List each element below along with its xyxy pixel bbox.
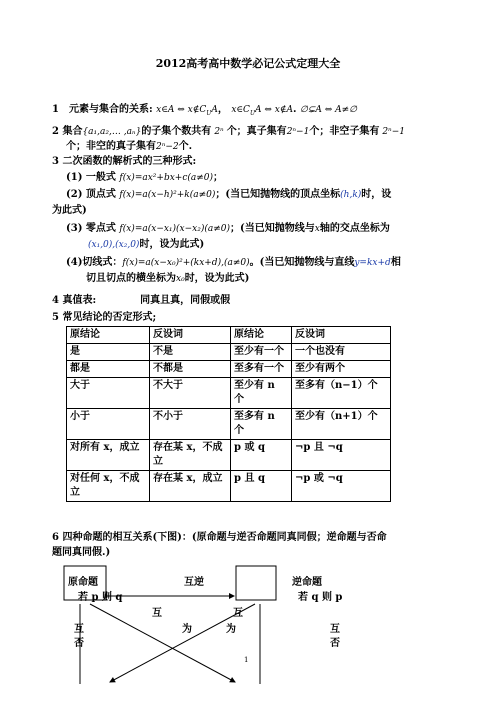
section-3-item-3: (3) 零点式 f(x)=a(x−x₁)(x−x₂)(a≠0)；(当已知抛物线与x轴的交点坐标为 [66, 223, 390, 234]
section-5-heading: 5 常见结论的否定形式; [52, 312, 157, 323]
table-header-row [67, 327, 391, 344]
section-6-line-1: 6 四种命题的相互关系(下图)：(原命题与逆否命题同真同假；逆命题与否命 [52, 532, 387, 543]
table-cell: p 或 q [231, 440, 292, 471]
table-cell: 是 [67, 344, 150, 361]
original-label: 原命题 [68, 577, 98, 588]
inverse-relation-hu-left: 互 [74, 624, 84, 635]
s1-label: 1 元素与集合的关系: [52, 104, 153, 115]
inverse-relation-fou-left: 否 [74, 638, 84, 649]
section-3-item-3-cont: (x₁,0),(x₂,0)时，设为此式) [88, 239, 205, 250]
table-header-cell: 反设词 [292, 327, 391, 344]
table-cell: 至少有（n+1）个 [292, 409, 391, 440]
table-cell: 存在某 x，不成立 [150, 440, 231, 471]
table-header-cell: 原结论 [231, 327, 292, 344]
inverse-relation-fou-right: 否 [330, 638, 340, 649]
table-header-cell: 原结论 [67, 327, 150, 344]
table-cell: 一个也没有 [292, 344, 391, 361]
section-3-heading: 3 二次函数的解析式的三种形式: [52, 156, 197, 167]
table-cell: 小于 [67, 409, 150, 440]
table-cell: 至少有一个 [231, 344, 292, 361]
table-cell: 不都是 [150, 361, 231, 378]
section-1: 1 元素与集合的关系: x∈A ⇔ $x\notin C_UA$， $x\in C_UA$ ⇔ x∉A. ∅⊊A ⇔ A≠∅ [52, 104, 357, 117]
section-2: 2 集合{a₁,a₂,… ,aₙ}的子集个数共有 2ⁿ 个；真子集有2ⁿ−1个；非空子集有 2ⁿ−1 [52, 126, 405, 137]
section-3-item-2: (2) 顶点式 f(x)=a(x−h)²+k(a≠0)；(当已知抛物线的顶点坐标(h,k)时，设 [66, 189, 392, 200]
proposition-diagram [60, 562, 380, 692]
table-row [67, 344, 391, 361]
page-title: 2012高考高中数学必记公式定理大全 [155, 57, 341, 70]
table-cell: 对所有 x，成立 [67, 440, 150, 471]
section-2-cont: 个；非空的真子集有2ⁿ−2个. [66, 141, 193, 152]
table-cell: 不小于 [150, 409, 231, 440]
table-row [67, 471, 391, 502]
table-row [67, 361, 391, 378]
table-cell: 至少有 n 个 [231, 378, 292, 409]
table-cell: 都是 [67, 361, 150, 378]
converse-label: 逆命题 [292, 577, 322, 588]
table-cell: ¬p 且 ¬q [292, 440, 391, 471]
diagonal-label-wei-1: 为 [182, 624, 192, 635]
table-cell: 不是 [150, 344, 231, 361]
original-statement: 若 p 则 q [78, 592, 123, 603]
diagonal-label-wei-2: 为 [226, 624, 236, 635]
section-6-line-2: 题同真同假.) [52, 547, 111, 558]
table-cell: 至多有（n−1）个 [292, 378, 391, 409]
diagonal-arrow-1 [90, 604, 235, 682]
table-cell: 至多有 n 个 [231, 409, 292, 440]
table-cell: 至多有一个 [231, 361, 292, 378]
table-cell: 不大于 [150, 378, 231, 409]
table-cell: 至少有两个 [292, 361, 391, 378]
table-cell: ¬p 或 ¬q [292, 471, 391, 502]
table-header-cell: 反设词 [150, 327, 231, 344]
table-row [67, 409, 391, 440]
section-3-item-1: (1) 一般式 f(x)=ax²+bx+c(a≠0)； [66, 172, 224, 183]
converse-box [236, 566, 276, 600]
converse-relation-label: 互逆 [184, 577, 204, 588]
diagonal-label-hu-1: 互 [152, 608, 162, 619]
section-3-item-4-cont: 切且切点的横坐标为x₀时，设为此式) [86, 273, 250, 284]
diagonal-label-hu-2: 互 [233, 608, 243, 619]
table-cell: 存在某 x，成立 [150, 471, 231, 502]
negation-table [66, 326, 391, 502]
table-cell: 对任何 x，不成立 [67, 471, 150, 502]
section-4: 4 真值表: 同真且真，同假或假 [52, 295, 231, 306]
converse-statement: 若 q 则 p [298, 592, 343, 603]
page-number: 1 [244, 656, 249, 664]
table-cell: 大于 [67, 378, 150, 409]
table-row [67, 378, 391, 409]
section-3-item-2-cont: 为此式) [52, 205, 87, 216]
section-3-item-4: (4)切线式：f(x)=a(x−x₀)²+(kx+d),(a≠0)。(当已知抛物线与直线y=kx+d相 [66, 257, 401, 268]
inverse-relation-hu-right: 互 [330, 624, 340, 635]
table-row [67, 440, 391, 471]
table-cell: p 且 q [231, 471, 292, 502]
